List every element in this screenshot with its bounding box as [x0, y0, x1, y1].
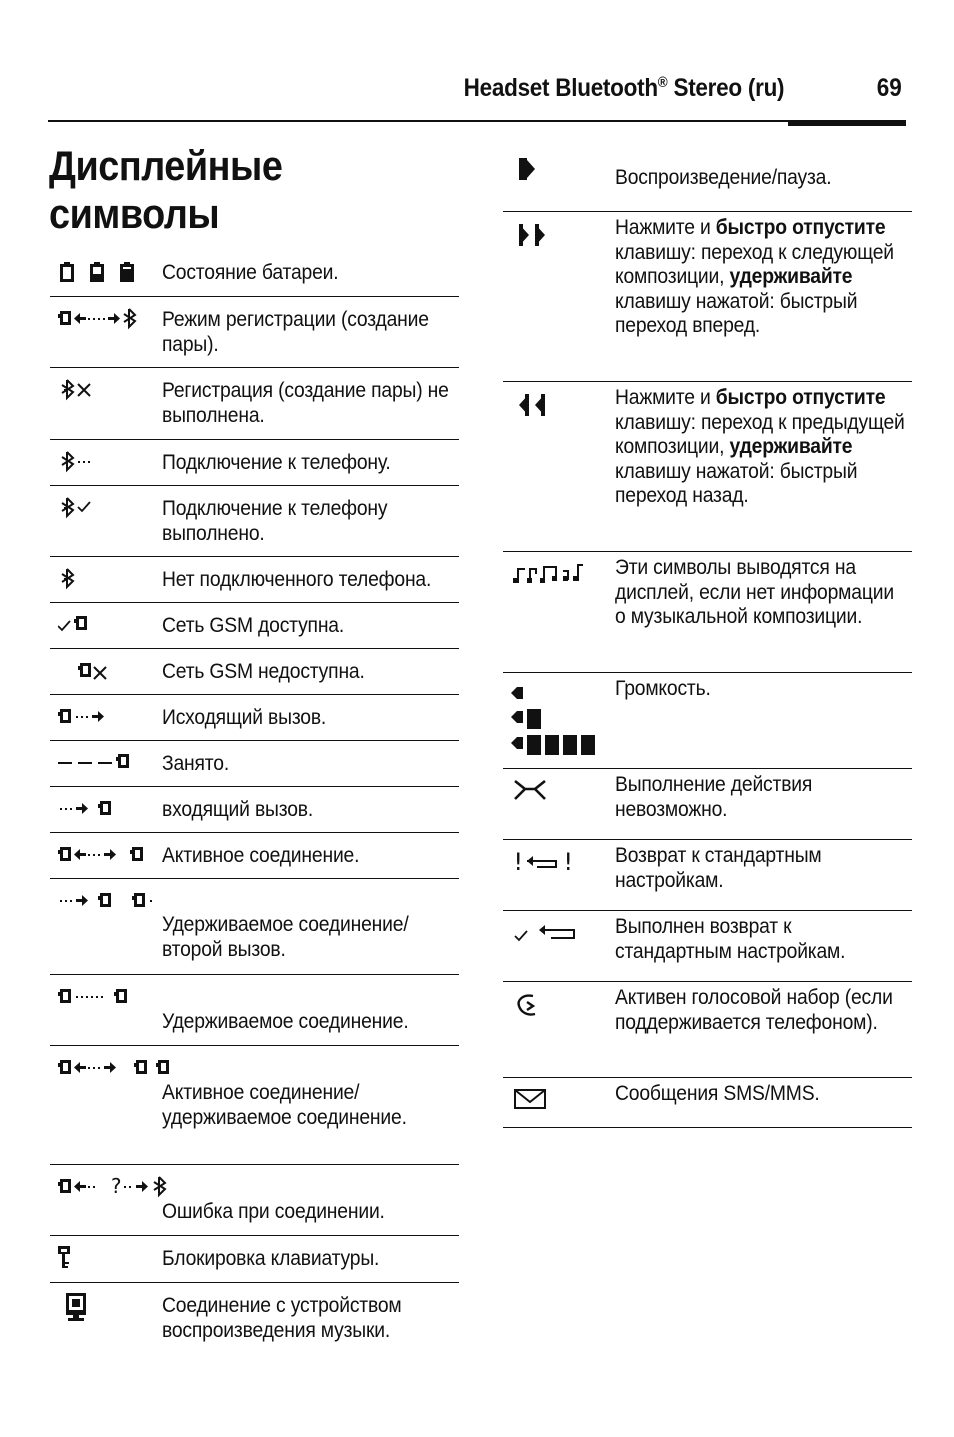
gsm-available-icon	[58, 611, 158, 641]
symbol-description: Соединение с устройством воспроизведения музыки.	[162, 1294, 402, 1342]
page-number: 69	[876, 74, 902, 102]
header-bar	[788, 120, 906, 126]
left-row	[50, 879, 459, 975]
symbol-description: Активен голосовой набор (если поддерживается телефоном).	[615, 986, 893, 1034]
symbol-description: Сеть GSM недоступна.	[162, 660, 365, 683]
symbol-description: Подключение к телефону.	[162, 451, 391, 474]
busy-icon	[58, 749, 158, 779]
incoming-call-icon	[58, 795, 158, 825]
connection-error-icon	[58, 1173, 178, 1203]
right-row	[503, 840, 912, 911]
symbol-description: Выполнен возврат к стандартным настройкам.	[615, 915, 846, 963]
reset-defaults-icon	[511, 848, 611, 878]
connected-phone-icon	[58, 494, 158, 524]
music-device-icon	[58, 1291, 158, 1321]
symbol-description: Активное соединение/удерживаемое соединение.	[162, 1081, 407, 1129]
svg-text:!: !	[561, 848, 576, 876]
symbol-description: Блокировка клавиатуры.	[162, 1247, 380, 1270]
page-title: Дисплейные символы	[49, 142, 283, 237]
symbol-description: Сеть GSM доступна.	[162, 614, 345, 637]
bluetooth-icon	[58, 565, 158, 595]
right-row	[503, 911, 912, 982]
right-symbol-table	[503, 146, 912, 1128]
left-row	[50, 975, 459, 1046]
symbol-description: Сообщения SMS/MMS.	[615, 1082, 820, 1105]
symbol-description: Воспроизведение/пауза.	[615, 166, 832, 189]
voice-dial-icon	[511, 990, 611, 1020]
symbol-description: Возврат к стандартным настройкам.	[615, 844, 822, 892]
left-row	[50, 787, 459, 833]
pairing-failed-icon	[58, 376, 158, 406]
svg-text:!: !	[511, 848, 526, 876]
symbol-description: Удерживаемое соединение.	[162, 1010, 409, 1033]
fast-forward-icon	[511, 220, 611, 250]
active-held-connection-icon	[58, 1054, 178, 1084]
left-row	[50, 695, 459, 741]
symbol-description: Занято.	[162, 752, 230, 775]
left-row	[50, 1046, 459, 1165]
symbol-description: Исходящий вызов.	[162, 706, 327, 729]
right-row	[503, 673, 912, 769]
left-row	[50, 603, 459, 649]
left-row	[50, 1165, 459, 1236]
symbol-description: Ошибка при соединении.	[162, 1200, 385, 1223]
left-row	[50, 440, 459, 486]
left-row	[50, 297, 459, 368]
left-row	[50, 1283, 459, 1355]
symbol-description: Нет подключенного телефона.	[162, 568, 432, 591]
action-impossible-icon	[511, 777, 611, 807]
symbol-description: Удерживаемое соединение/второй вызов.	[162, 913, 409, 961]
pairing-mode-icon	[58, 305, 158, 335]
left-row	[50, 741, 459, 787]
keypad-lock-icon	[58, 1244, 158, 1274]
left-row	[50, 833, 459, 879]
symbol-description: Состояние батареи.	[162, 261, 339, 284]
reset-done-icon	[511, 919, 611, 949]
volume-icon	[511, 681, 611, 761]
symbol-description: Подключение к телефону выполнено.	[162, 497, 388, 545]
gsm-unavailable-icon	[58, 657, 158, 687]
symbol-description: Регистрация (создание пары) не выполнена.	[162, 379, 449, 427]
left-symbol-table	[50, 250, 459, 1355]
symbol-description: входящий вызов.	[162, 798, 314, 821]
connecting-phone-icon	[58, 448, 158, 478]
active-connection-icon	[58, 841, 158, 871]
left-row	[50, 368, 459, 440]
symbol-description: Громкость.	[615, 677, 711, 700]
left-row	[50, 486, 459, 557]
left-row	[50, 250, 459, 297]
right-row	[503, 212, 912, 382]
page-header	[48, 72, 906, 122]
right-row	[503, 982, 912, 1078]
symbol-description: Выполнение действия невозможно.	[615, 773, 813, 821]
svg-text:?: ?	[110, 1174, 123, 1198]
symbol-description: Нажмите и быстро отпустите клавишу: переход к следующей композиции, удерживайте клавишу нажатой: быстрый переход вперед.	[615, 216, 894, 337]
symbol-description: Эти символы выводятся на дисплей, если нет информации о музыкальной композиции.	[615, 556, 894, 628]
right-row	[503, 382, 912, 552]
left-row	[50, 1236, 459, 1283]
symbol-description: Нажмите и быстро отпустите клавишу: переход к предыдущей композиции, удерживайте клавишу нажатой: быстрый переход назад.	[615, 386, 905, 507]
outgoing-call-icon	[58, 703, 158, 733]
right-row	[503, 769, 912, 840]
right-row	[503, 1078, 912, 1128]
right-row	[503, 552, 912, 673]
held-connection-icon	[58, 983, 158, 1013]
sms-mms-icon	[511, 1086, 611, 1116]
held-second-call-icon	[58, 887, 168, 917]
play-pause-icon	[511, 154, 611, 184]
symbol-description: Активное соединение.	[162, 844, 360, 867]
rewind-icon	[511, 390, 611, 420]
music-notes-icon	[511, 560, 611, 590]
left-row	[50, 649, 459, 695]
header-title: Headset Bluetooth® Stereo (ru)	[463, 74, 784, 102]
right-row	[503, 146, 912, 212]
battery-status-icon	[58, 258, 158, 288]
left-row	[50, 557, 459, 603]
symbol-description: Режим регистрации (создание пары).	[162, 308, 429, 356]
